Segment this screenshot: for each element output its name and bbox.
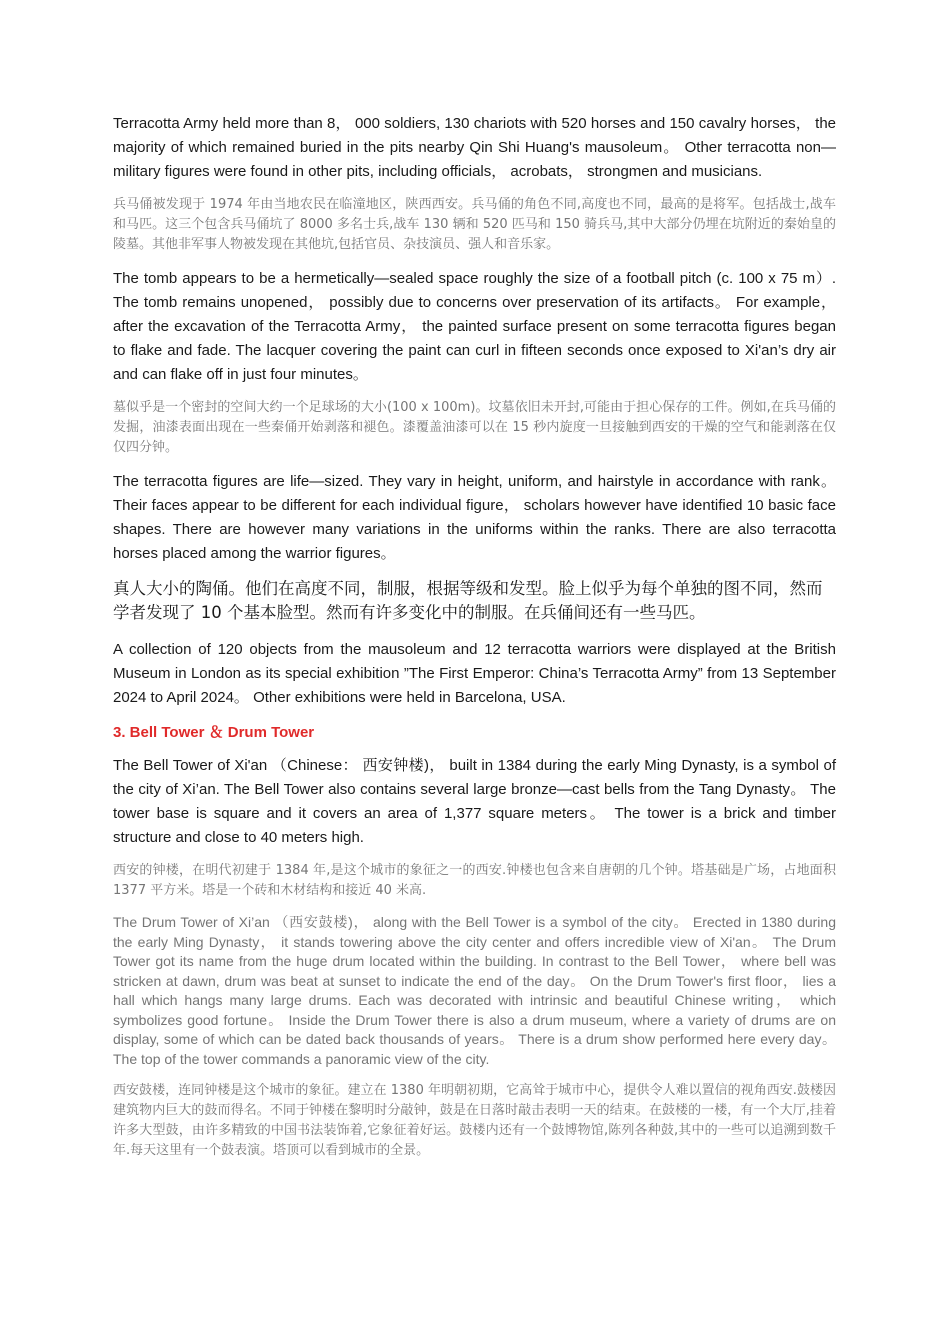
paragraph-figures-en: The terracotta figures are life—sized. They vary in height, uniform, and hairstyle in accordance with rank。 Their faces appear to be different for each individual figure， scholars however have identified 10 basic face shapes. There are however many variations in the uniforms within the ranks. There are also terracotta horses placed among the warrior figures。 bbox=[113, 473, 836, 562]
paragraph-drum-tower-en: The Drum Tower of Xi’an （西安鼓楼)， along with the Bell Tower is a symbol of the city。 Erected in 1380 during the early Ming Dynasty， it stands towering above the city center and offers incredible view of Xi'an。 The Drum Tower got its name from the huge drum located within the building. In contrast to the Bell Tower， where bell was stricken at dawn, drum was beat at sunset to indicate the end of the day。 On the Drum Tower's first floor， lies a hall which hangs many large drums. Each was decorated with intrinsic and beautiful Chinese writing， which symbolizes good fortune。 Inside the Drum Tower there is also a drum museum, where a variety of drums are on display, some of which can be dated back thousands of years。 There is a drum show performed here every day。 The top of the tower commands a panoramic view of the city. bbox=[113, 914, 836, 1067]
paragraph-terracotta-army-zh: 兵马俑被发现于 1974 年由当地农民在临潼地区，陕西西安。兵马俑的角色不同,高度也不同，最高的是将军。包括战士,战车和马匹。这三个包含兵马俑坑了 8000 多名士兵,战车 130 辆和 520 匹马和 150 骑兵马,其中大部分仍埋在坑附近的秦始皇的陵墓。其他非军事人物被发现在其他坑,包括官员、杂技演员、强人和音乐家。 bbox=[113, 197, 836, 252]
paragraph-tomb-zh: 墓似乎是一个密封的空间大约一个足球场的大小(100 x 100m)。坟墓依旧未开封,可能由于担心保存的工件。例如,在兵马俑的发掘，油漆表面出现在一些秦俑开始剥落和褪色。漆覆盖油漆可以在 15 秒内旋度一旦接触到西安的干燥的空气和能剥落在仅仅四分钟。 bbox=[113, 400, 836, 455]
paragraph-drum-tower-zh: 西安鼓楼，连同钟楼是这个城市的象征。建立在 1380 年明朝初期，它高耸于城市中心，提供令人难以置信的视角西安.鼓楼因建筑物内巨大的鼓而得名。不同于钟楼在黎明时分敲钟，鼓是在日落时敲击表明一天的结束。在鼓楼的一楼，有一个大厅,挂着许多大型鼓，由许多精致的中国书法装饰着,它象征着好运。鼓楼内还有一个鼓博物馆,陈列各种鼓,其中的一些可以追溯到数千年.每天这里有一个鼓表演。塔顶可以看到城市的全景。 bbox=[113, 1083, 836, 1158]
section-heading-bell-drum-tower: 3. Bell Tower ＆ Drum Tower bbox=[113, 724, 315, 741]
paragraph-exhibition-en: A collection of 120 objects from the mausoleum and 12 terracotta warriors were displayed at the British Museum in London as its special exhibition ”The First Emperor: China’s Terracotta Army” from 13 September 2024 to April 2024。 Other exhibitions were held in Barcelona, USA. bbox=[113, 641, 836, 706]
paragraph-bell-tower-zh: 西安的钟楼，在明代初建于 1384 年,是这个城市的象征之一的西安.钟楼也包含来自唐朝的几个钟。塔基础是广场，占地面积 1377 平方米。塔是一个砖和木材结构和接近 40 米高. bbox=[113, 863, 836, 898]
paragraph-figures-zh: 真人大小的陶俑。他们在高度不同，制服，根据等级和发型。脸上似乎为每个单独的图不同，然而学者发现了 10 个基本脸型。然而有许多变化中的制服。在兵俑间还有一些马匹。 bbox=[113, 579, 823, 622]
paragraph-terracotta-army-en: Terracotta Army held more than 8， 000 soldiers, 130 chariots with 520 horses and 150 cavalry horses， the majority of which remained buried in the pits nearby Qin Shi Huang's mausoleum。 Other terracotta non—military figures were found in other pits, including officials， acrobats， strongmen and musicians. bbox=[113, 115, 836, 180]
document-page bbox=[113, 112, 836, 1173]
paragraph-tomb-en: The tomb appears to be a hermetically—sealed space roughly the size of a football pitch (c. 100 x 75 m）. The tomb remains unopened， possibly due to concerns over preservation of its artifacts。 For example， after the excavation of the Terracotta Army， the painted surface present on some terracotta figures began to flake and fade. The lacquer covering the paint can curl in fifteen seconds once exposed to Xi'an’s dry air and can flake off in just four minutes。 bbox=[113, 270, 836, 383]
paragraph-bell-tower-en: The Bell Tower of Xi'an （Chinese： 西安钟楼)， built in 1384 during the early Ming Dynasty, is a symbol of the city of Xi’an. The Bell Tower also contains several large bronze—cast bells from the Tang Dynasty。 The tower base is square and it covers an area of 1,377 square meters。 The tower is a brick and timber structure and close to 40 meters high. bbox=[113, 757, 836, 846]
